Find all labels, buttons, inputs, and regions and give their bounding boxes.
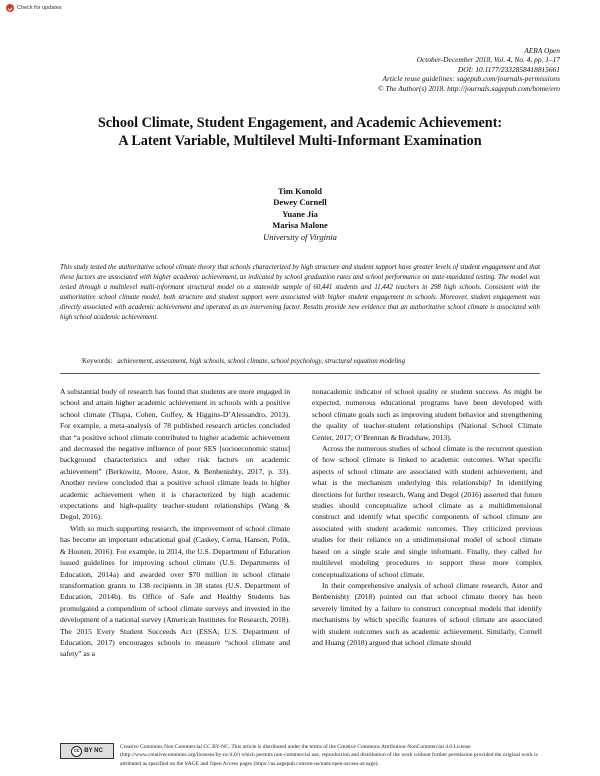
body-column-right — [312, 386, 542, 648]
issue-info: October-December 2018, Vol. 4, No. 4, pp. 1–17 — [416, 55, 560, 65]
keywords — [82, 358, 405, 365]
cc-logo-text: BY NC — [84, 748, 103, 754]
paragraph: nonacademic indicator of school quality or student success. As might be expected, numerous educational programs have been developed with school climate goals such as improving student behavior and strengthening the quality of teacher-student relationships (National School Climate Center, 2017; O’Brennan & Bradshaw, 2013). — [312, 387, 542, 442]
copyright: © The Author(s) 2018. http://journals.sagepub.com/home/ero — [378, 83, 560, 93]
check-icon — [6, 4, 14, 12]
paragraph: A substantial body of research has found that students are more engaged in school and attain higher academic achievement in schools with a positive school climate (Thapa, Cohen, Guffey, & Higgins-D’Alessandro, 2013). For example, a meta-analysis of 78 published research articles concluded that “a positive school climate contributed to higher academic achievement and decreased the negative influence of poor SES [socioeconomic status] background characteristics and other risk factors on academic achievement” (Berkowitz, Moore, Astor, & Benbenishty, 2017, p. 33). Another review concluded that a positive school climate leads to higher academic achievement when it is characterized by high academic expectations and high-quality teacher-student relationships (Wang & Degol, 2016). — [60, 387, 290, 522]
doi: DOI: 10.1177/2332858418815661 — [457, 64, 560, 74]
keywords-label: Keywords: — [82, 358, 113, 365]
paragraph: In their comprehensive analysis of school climate research, Astor and Benbenishty (2018) pointed out that school climate theory has been severely limited by a failure to construct conceptual models that identify mechanisms by which specific features of school climate are associated with student outcomes such as academic achievement. Similarly, Cornell and Huang (2018) argued that school climate should — [312, 580, 542, 647]
paragraph: With so much supporting research, the improvement of school climate has become an important educational goal (Caskey, Cerna, Hanson, Polik, & Houten, 2016). For example, in 2014, the U.S. Department of Education issued guidelines for improving school climate (U.S. Departments of Education, 2014a) and awarded over $70 million in school climate transformation grants to 138 recipients in 38 states (U.S. Department of Education, 2014b). Its Office of Safe and Healthy Students has promulgated a compendium of school climate surveys and invested in the development of a national survey (American Institutes for Research, 2018). The 2015 Every Student Succeeds Act (ESSA; U.S. Department of Education, 2017) encourages schools to measure “school climate and safety” as a — [60, 523, 290, 659]
cc-icon: cc — [71, 746, 82, 757]
paper-title — [60, 114, 540, 150]
author-name: Marisa Malone — [272, 220, 328, 231]
keywords-text: achievement, assessment, high schools, school climate, school psychology, structural equation modeling — [117, 358, 406, 365]
author-name: Yuane Jia — [282, 208, 318, 219]
license-footer — [60, 743, 540, 768]
affiliation: University of Virginia — [263, 231, 337, 242]
title-line-1: School Climate, Student Engagement, and Academic Achievement: — [97, 115, 503, 131]
check-for-updates-badge[interactable] — [6, 4, 62, 12]
body-column-left — [60, 386, 290, 660]
author-name: Tim Konold — [277, 186, 322, 196]
journal-name: AERA Open — [524, 46, 560, 55]
journal-metadata — [378, 46, 560, 93]
abstract: This study tested the authoritative school climate theory that schools characterized by high structure and student support have greater levels of student engagement and that these factors are associated with higher academic achievement, as indicated by school graduation rates and school performance on state-mandated testing. The model was tested through a multilevel multi-informant structural model on a statewide sample of 60,441 students and 11,442 teachers in 298 high schools. Consistent with the authoritative school climate model, both structure and student support were associated with higher student engagement in schools. Moreover, student engagement was directly associated with academic achievement and operated as an intervening factor. Results provide new evidence that an authoritative school climate is associated with high school academic achievement. — [60, 264, 540, 322]
author-name: Dewey Cornell — [273, 197, 327, 208]
creative-commons-logo — [60, 743, 114, 759]
title-line-2: A Latent Variable, Multilevel Multi-Informant Examination — [118, 133, 482, 149]
reuse-guidelines: Article reuse guidelines: sagepub.com/journals-permissions — [382, 74, 560, 84]
author-block — [0, 186, 600, 243]
license-text: Creative Commons Non Commercial CC BY-NC: This article is distributed under the terms of the Creative Commons Attribution-NonCommercial 4.0 License (http://www.creativecommons.org/licenses/by-nc/4.0/) which permits non-commercial use, reproduction and distribution of the work without further permission provided the original work is attributed as specified on the SAGE and Open Access pages (https://us.sagepub.com/en-us/nam/open-access-at-sage). — [120, 744, 538, 767]
paragraph: Across the numerous studies of school climate is the recurrent question of how school climate is linked to academic outcomes. What specific aspects of school climate are associated with student achievement, and what is the mechanism underlying this relationship? In identifying directions for further research, Wang and Degol (2016) asserted that future studies should conceptualize school climate as a multidimensional construct and identify what specific components of school climate are associated with student academic outcomes. They criticized previous studies for their reliance on a unidimensional model of school climate based on a single scale and single informant. Finally, they called for multilevel modeling procedures to support these more complex conceptualizations of school climate. — [312, 444, 542, 579]
divider — [60, 373, 540, 374]
check-for-updates-label: Check for updates — [17, 5, 62, 11]
